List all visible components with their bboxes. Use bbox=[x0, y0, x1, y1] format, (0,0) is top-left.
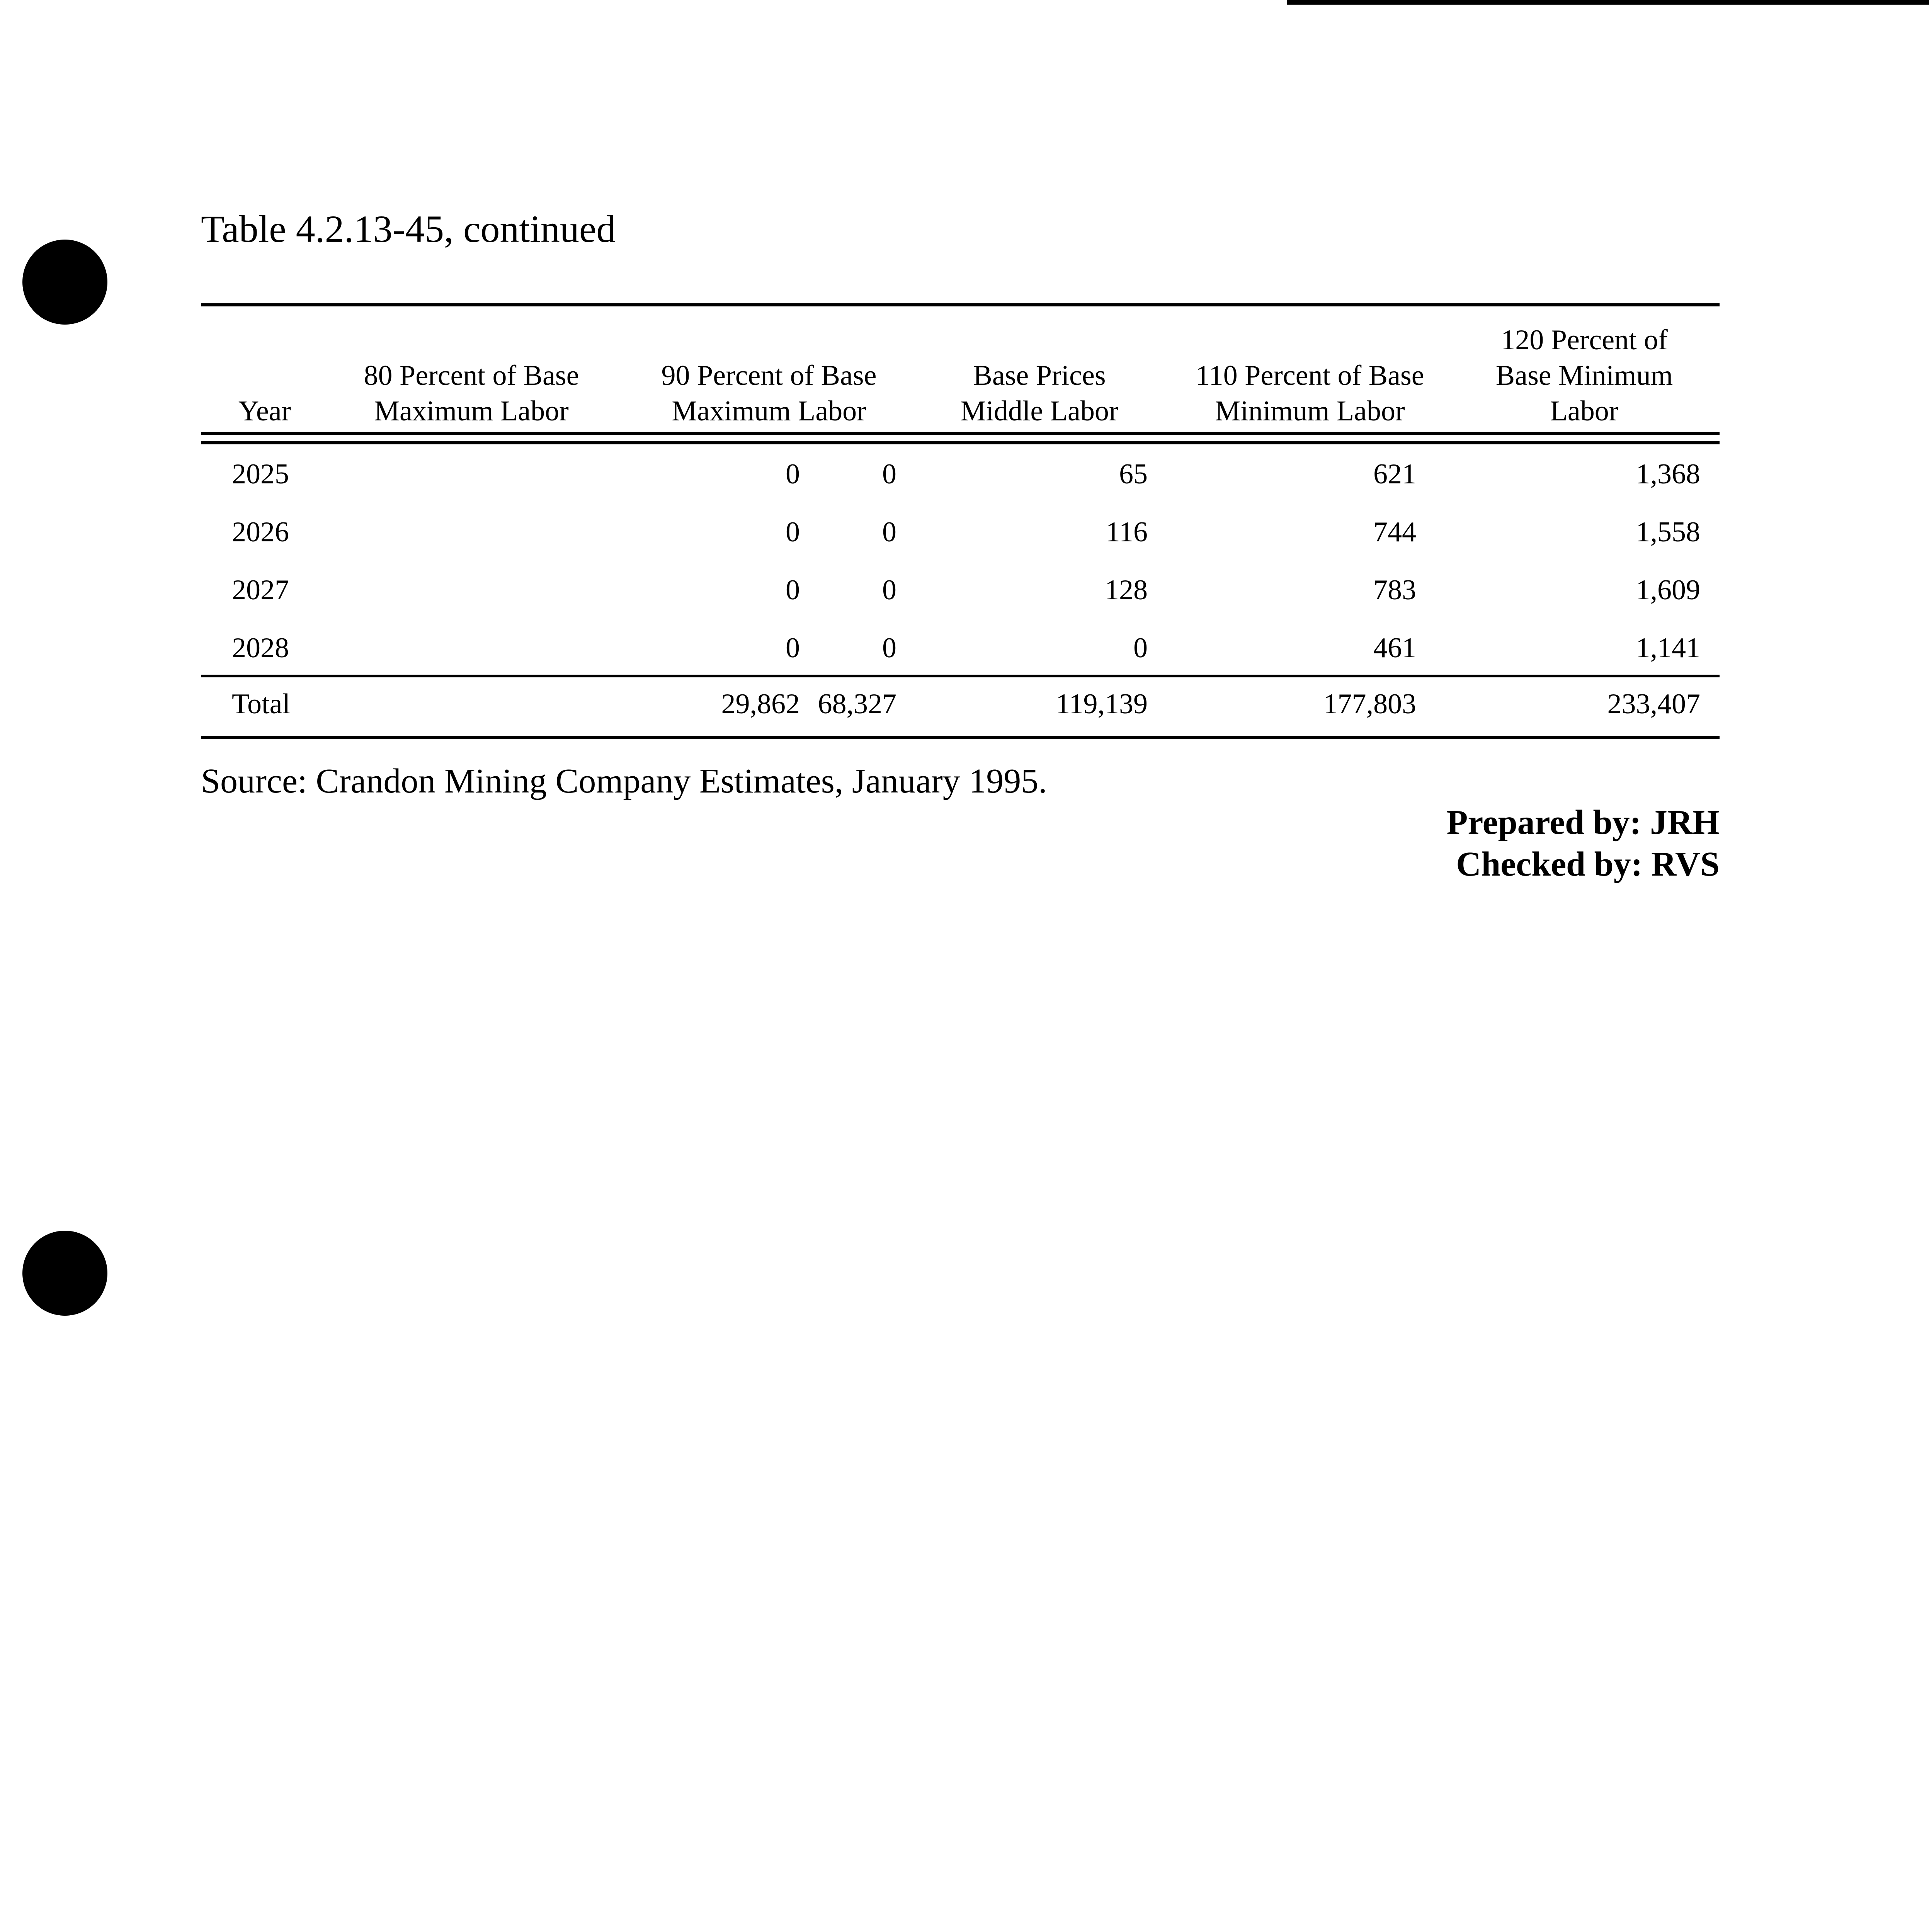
cell-120-percent: 1,609 bbox=[1636, 574, 1700, 606]
table-row bbox=[201, 516, 1720, 562]
source-note: Source: Crandon Mining Company Estimates, January 1995. bbox=[201, 762, 1047, 800]
cell-90-percent: 0 bbox=[882, 574, 896, 606]
cell-110-percent: 621 bbox=[1373, 458, 1416, 490]
cell-110-percent: 744 bbox=[1373, 516, 1416, 548]
cell-year: 2026 bbox=[232, 516, 289, 548]
cell-base-prices: 116 bbox=[1106, 516, 1148, 548]
cell-90-percent: 0 bbox=[882, 516, 896, 548]
header-base-prices: Base Prices Middle Labor bbox=[960, 360, 1119, 427]
cell-120-percent: 1,141 bbox=[1636, 632, 1700, 664]
punch-hole-middle bbox=[22, 1231, 107, 1316]
cell-base-prices: 128 bbox=[1105, 574, 1148, 606]
table-row bbox=[201, 458, 1720, 504]
cell-120-percent: 1,368 bbox=[1636, 458, 1700, 490]
total-90-percent: 68,327 bbox=[818, 688, 896, 720]
cell-year: 2028 bbox=[232, 632, 289, 664]
punch-hole-top bbox=[22, 240, 107, 325]
header-90-percent: 90 Percent of Base Maximum Labor bbox=[661, 360, 877, 427]
prepared-by: Prepared by: JRH bbox=[1446, 803, 1720, 842]
header-110-percent: 110 Percent of Base Minimum Labor bbox=[1196, 360, 1424, 427]
table-title: Table 4.2.13-45, continued bbox=[201, 207, 616, 250]
total-base-prices: 119,139 bbox=[1056, 688, 1148, 720]
cell-80-percent: 0 bbox=[786, 632, 800, 664]
cell-110-percent: 461 bbox=[1373, 632, 1416, 664]
table-bottom-rule bbox=[201, 736, 1720, 739]
cell-year: 2027 bbox=[232, 574, 289, 606]
total-120-percent: 233,407 bbox=[1607, 688, 1700, 720]
header-double-rule-upper bbox=[201, 432, 1720, 435]
cell-80-percent: 0 bbox=[786, 516, 800, 548]
scan-edge-line bbox=[1287, 0, 1929, 5]
cell-base-prices: 0 bbox=[1133, 632, 1148, 664]
total-row bbox=[201, 688, 1720, 734]
cell-90-percent: 0 bbox=[882, 632, 896, 664]
checked-by: Checked by: RVS bbox=[1456, 845, 1720, 883]
total-separator-rule bbox=[201, 675, 1720, 677]
cell-120-percent: 1,558 bbox=[1636, 516, 1700, 548]
cell-year: 2025 bbox=[232, 458, 289, 490]
cell-90-percent: 0 bbox=[882, 458, 896, 490]
header-80-percent: 80 Percent of Base Maximum Labor bbox=[364, 360, 579, 427]
cell-80-percent: 0 bbox=[786, 458, 800, 490]
cell-base-prices: 65 bbox=[1119, 458, 1148, 490]
total-80-percent: 29,862 bbox=[721, 688, 800, 720]
table-row bbox=[201, 574, 1720, 620]
table-row bbox=[201, 632, 1720, 678]
total-label: Total bbox=[232, 688, 290, 720]
header-120-percent: 120 Percent of Base Minimum Labor bbox=[1495, 324, 1673, 427]
cell-110-percent: 783 bbox=[1373, 574, 1416, 606]
table-top-rule bbox=[201, 303, 1720, 306]
preparer-block bbox=[1446, 802, 1720, 885]
header-double-rule-lower bbox=[201, 441, 1720, 444]
header-year: Year bbox=[238, 395, 291, 427]
cell-80-percent: 0 bbox=[786, 574, 800, 606]
total-110-percent: 177,803 bbox=[1323, 688, 1416, 720]
